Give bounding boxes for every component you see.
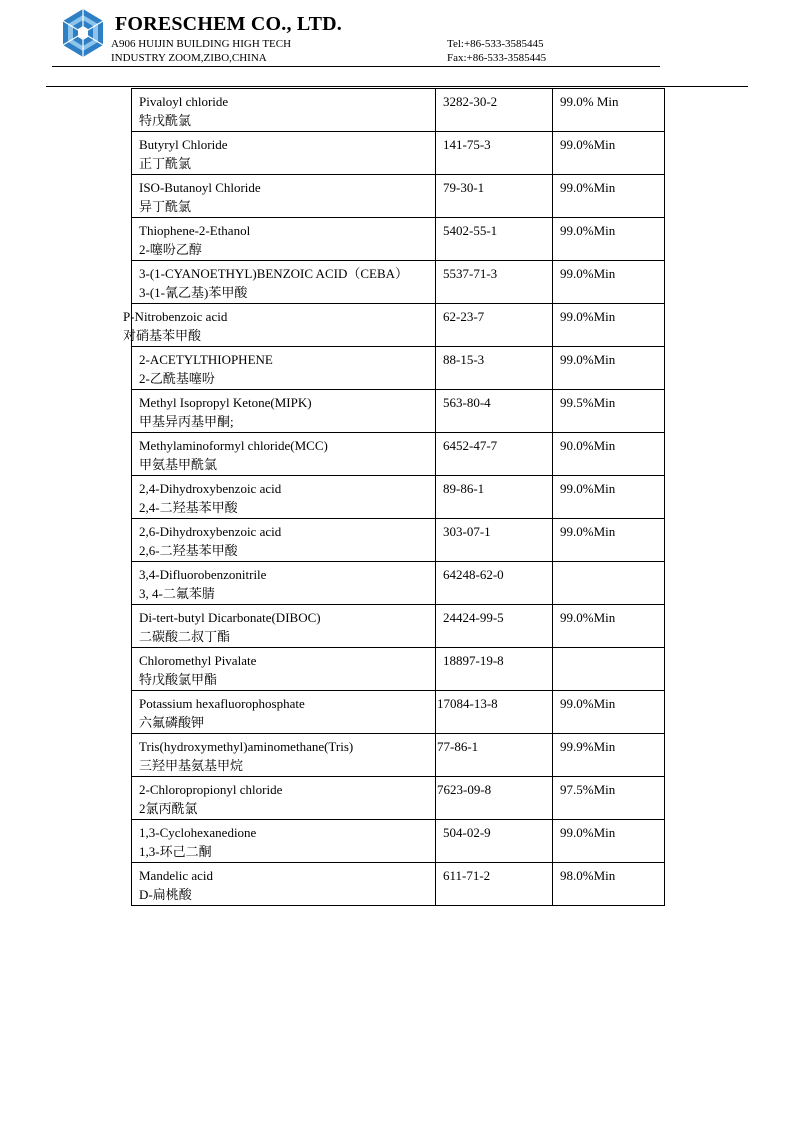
product-name-en: 3-(1-CYANOETHYL)BENZOIC ACID（CEBA） bbox=[139, 266, 409, 281]
cas-cell bbox=[436, 605, 553, 648]
product-name-cell bbox=[132, 218, 436, 261]
product-name-cell bbox=[132, 519, 436, 562]
table-row bbox=[132, 261, 665, 304]
purity-cell bbox=[553, 476, 665, 519]
page-rule bbox=[46, 86, 748, 87]
table-row bbox=[132, 734, 665, 777]
table-row bbox=[132, 691, 665, 734]
product-name-en: 2,6-Dihydroxybenzoic acid bbox=[139, 524, 282, 539]
purity-cell bbox=[553, 605, 665, 648]
cas-cell bbox=[436, 390, 553, 433]
table-row bbox=[132, 777, 665, 820]
purity-value: 99.9%Min bbox=[560, 739, 616, 754]
product-name-cell bbox=[132, 175, 436, 218]
purity-value: 99.0%Min bbox=[560, 524, 616, 539]
table-row bbox=[132, 89, 665, 132]
product-name-cell bbox=[132, 605, 436, 648]
purity-value: 90.0%Min bbox=[560, 438, 616, 453]
table-row bbox=[132, 347, 665, 390]
company-name: FORESCHEM CO., LTD. bbox=[115, 13, 342, 35]
product-name-en: Tris(hydroxymethyl)aminomethane(Tris) bbox=[139, 739, 354, 754]
cas-number: 5402-55-1 bbox=[443, 223, 498, 238]
product-name-cell bbox=[132, 691, 436, 734]
cas-number: 64248-62-0 bbox=[443, 567, 504, 582]
table-row bbox=[132, 605, 665, 648]
table-row bbox=[132, 218, 665, 261]
cas-cell bbox=[436, 304, 553, 347]
product-name-cell bbox=[132, 820, 436, 863]
purity-value: 99.0%Min bbox=[560, 352, 616, 367]
purity-cell bbox=[553, 820, 665, 863]
cas-number: 79-30-1 bbox=[443, 180, 485, 195]
cas-number: 88-15-3 bbox=[443, 352, 485, 367]
product-name-en: 2-Chloropropionyl chloride bbox=[139, 782, 283, 797]
purity-cell bbox=[553, 863, 665, 906]
product-name-zh: 2,4-二羟基苯甲酸 bbox=[139, 500, 238, 515]
purity-value bbox=[553, 562, 664, 565]
purity-cell bbox=[553, 347, 665, 390]
product-name-cell bbox=[132, 562, 436, 605]
cas-number: 504-02-9 bbox=[443, 825, 491, 840]
product-name-zh: 异丁酰氯 bbox=[139, 199, 192, 214]
product-name-zh: 正丁酰氯 bbox=[139, 156, 192, 171]
table-row bbox=[132, 820, 665, 863]
purity-cell bbox=[553, 261, 665, 304]
product-name-cell bbox=[132, 476, 436, 519]
table-row bbox=[132, 304, 665, 347]
product-name-en: Chloromethyl Pivalate bbox=[139, 653, 257, 668]
purity-cell bbox=[553, 519, 665, 562]
cas-number: 89-86-1 bbox=[443, 481, 485, 496]
product-table bbox=[123, 88, 665, 906]
purity-cell bbox=[553, 390, 665, 433]
cas-cell bbox=[436, 175, 553, 218]
product-name-en: Potassium hexafluorophosphate bbox=[139, 696, 305, 711]
purity-cell bbox=[553, 218, 665, 261]
product-name-zh: 2氯丙酰氯 bbox=[139, 801, 198, 816]
purity-value: 99.0%Min bbox=[560, 266, 616, 281]
purity-value: 99.0%Min bbox=[560, 137, 616, 152]
cas-number: 17084-13-8 bbox=[437, 696, 498, 711]
purity-cell bbox=[553, 562, 665, 605]
product-name-cell bbox=[132, 89, 436, 132]
cas-cell bbox=[436, 691, 553, 734]
product-name-zh: 特戊酸氯甲酯 bbox=[139, 672, 218, 687]
cas-cell bbox=[436, 777, 553, 820]
table-row bbox=[132, 390, 665, 433]
product-name-cell bbox=[132, 347, 436, 390]
cas-cell bbox=[436, 261, 553, 304]
purity-cell bbox=[553, 433, 665, 476]
cas-number: 141-75-3 bbox=[443, 137, 491, 152]
product-name-en: Butyryl Chloride bbox=[139, 137, 228, 152]
product-name-en: ISO-Butanoyl Chloride bbox=[139, 180, 261, 195]
product-name-en: 2-ACETYLTHIOPHENE bbox=[139, 352, 273, 367]
product-name-cell bbox=[132, 734, 436, 777]
product-name-zh: 甲氨基甲酰氯 bbox=[139, 457, 218, 472]
cas-cell bbox=[436, 519, 553, 562]
purity-value: 99.0%Min bbox=[560, 825, 616, 840]
table-row bbox=[132, 433, 665, 476]
cas-cell bbox=[436, 476, 553, 519]
purity-cell bbox=[553, 648, 665, 691]
product-name-cell bbox=[132, 433, 436, 476]
product-name-cell bbox=[132, 390, 436, 433]
product-name-en: 1,3-Cyclohexanedione bbox=[139, 825, 257, 840]
purity-cell bbox=[553, 304, 665, 347]
table-row bbox=[132, 132, 665, 175]
purity-value: 99.0%Min bbox=[560, 180, 616, 195]
cas-number: 611-71-2 bbox=[443, 868, 491, 883]
cas-number: 18897-19-8 bbox=[443, 653, 504, 668]
product-name-cell bbox=[123, 304, 436, 347]
purity-value: 99.0%Min bbox=[560, 610, 616, 625]
product-name-cell bbox=[132, 132, 436, 175]
cas-cell bbox=[436, 820, 553, 863]
product-name-zh: 2,6-二羟基苯甲酸 bbox=[139, 543, 238, 558]
product-name-en: P-Nitrobenzoic acid bbox=[123, 309, 228, 324]
purity-cell bbox=[553, 175, 665, 218]
product-name-cell bbox=[132, 777, 436, 820]
product-name-zh: 3, 4-二氟苯腈 bbox=[139, 586, 215, 601]
table-row bbox=[132, 562, 665, 605]
address-line-2: INDUSTRY ZOOM,ZIBO,CHINA bbox=[111, 52, 267, 64]
purity-value: 99.0% Min bbox=[560, 94, 619, 109]
address-line-1: A906 HUIJIN BUILDING HIGH TECH bbox=[111, 38, 292, 50]
purity-cell bbox=[553, 691, 665, 734]
product-name-zh: 三羟甲基氨基甲烷 bbox=[139, 758, 244, 773]
purity-cell bbox=[553, 132, 665, 175]
product-name-zh: 甲基异丙基甲酮; bbox=[139, 414, 234, 429]
product-name-zh: 六氟磷酸钾 bbox=[139, 715, 205, 730]
cas-cell bbox=[436, 89, 553, 132]
cas-cell bbox=[436, 218, 553, 261]
cas-cell bbox=[436, 734, 553, 777]
purity-value: 97.5%Min bbox=[560, 782, 616, 797]
product-name-zh: 3-(1-氰乙基)苯甲酸 bbox=[139, 285, 248, 300]
product-name-en: 3,4-Difluorobenzonitrile bbox=[139, 567, 267, 582]
cas-cell bbox=[436, 433, 553, 476]
cas-number: 24424-99-5 bbox=[443, 610, 504, 625]
product-name-zh: 特戊酰氯 bbox=[139, 113, 192, 128]
cas-cell bbox=[436, 562, 553, 605]
cas-cell bbox=[436, 132, 553, 175]
telephone: Tel:+86-533-3585445 bbox=[447, 38, 544, 50]
cas-cell bbox=[436, 863, 553, 906]
product-name-en: Methyl Isopropyl Ketone(MIPK) bbox=[139, 395, 312, 410]
cas-number: 303-07-1 bbox=[443, 524, 491, 539]
table-row bbox=[132, 648, 665, 691]
fax-number: Fax:+86-533-3585445 bbox=[447, 52, 547, 64]
product-name-cell bbox=[132, 648, 436, 691]
cas-number: 5537-71-3 bbox=[443, 266, 498, 281]
purity-value bbox=[553, 648, 664, 651]
purity-value: 98.0%Min bbox=[560, 868, 616, 883]
product-name-cell bbox=[132, 261, 436, 304]
purity-value: 99.0%Min bbox=[560, 223, 616, 238]
product-name-zh: 2-乙酰基噻吩 bbox=[139, 371, 215, 386]
purity-value: 99.5%Min bbox=[560, 395, 616, 410]
product-name-en: Mandelic acid bbox=[139, 868, 213, 883]
cas-number: 3282-30-2 bbox=[443, 94, 498, 109]
cas-number: 77-86-1 bbox=[437, 739, 479, 754]
purity-value: 99.0%Min bbox=[560, 481, 616, 496]
cas-number: 6452-47-7 bbox=[443, 438, 498, 453]
cas-number: 7623-09-8 bbox=[437, 782, 492, 797]
product-name-zh: D-扁桃酸 bbox=[139, 887, 192, 902]
table-row bbox=[132, 863, 665, 906]
header-rule bbox=[52, 66, 660, 67]
purity-cell bbox=[553, 777, 665, 820]
product-name-en: Pivaloyl chloride bbox=[139, 94, 229, 109]
product-name-zh: 1,3-环己二酮 bbox=[139, 844, 212, 859]
foreschem-logo-icon bbox=[58, 8, 108, 58]
cas-cell bbox=[436, 648, 553, 691]
purity-cell bbox=[553, 89, 665, 132]
product-name-en: Thiophene-2-Ethanol bbox=[139, 223, 251, 238]
product-name-en: Di-tert-butyl Dicarbonate(DIBOC) bbox=[139, 610, 321, 625]
table-row bbox=[132, 175, 665, 218]
cas-number: 563-80-4 bbox=[443, 395, 491, 410]
product-name-zh: 2-噻吩乙醇 bbox=[139, 242, 202, 257]
purity-value: 99.0%Min bbox=[560, 309, 616, 324]
product-name-zh: 二碳酸二叔丁酯 bbox=[139, 629, 231, 644]
product-name-cell bbox=[132, 863, 436, 906]
purity-value: 99.0%Min bbox=[560, 696, 616, 711]
purity-cell bbox=[553, 734, 665, 777]
cas-cell bbox=[436, 347, 553, 390]
product-name-en: Methylaminoformyl chloride(MCC) bbox=[139, 438, 328, 453]
table-row bbox=[132, 519, 665, 562]
product-name-zh: 对硝基苯甲酸 bbox=[123, 328, 202, 343]
cas-number: 62-23-7 bbox=[443, 309, 485, 324]
table-row bbox=[132, 476, 665, 519]
product-name-en: 2,4-Dihydroxybenzoic acid bbox=[139, 481, 282, 496]
